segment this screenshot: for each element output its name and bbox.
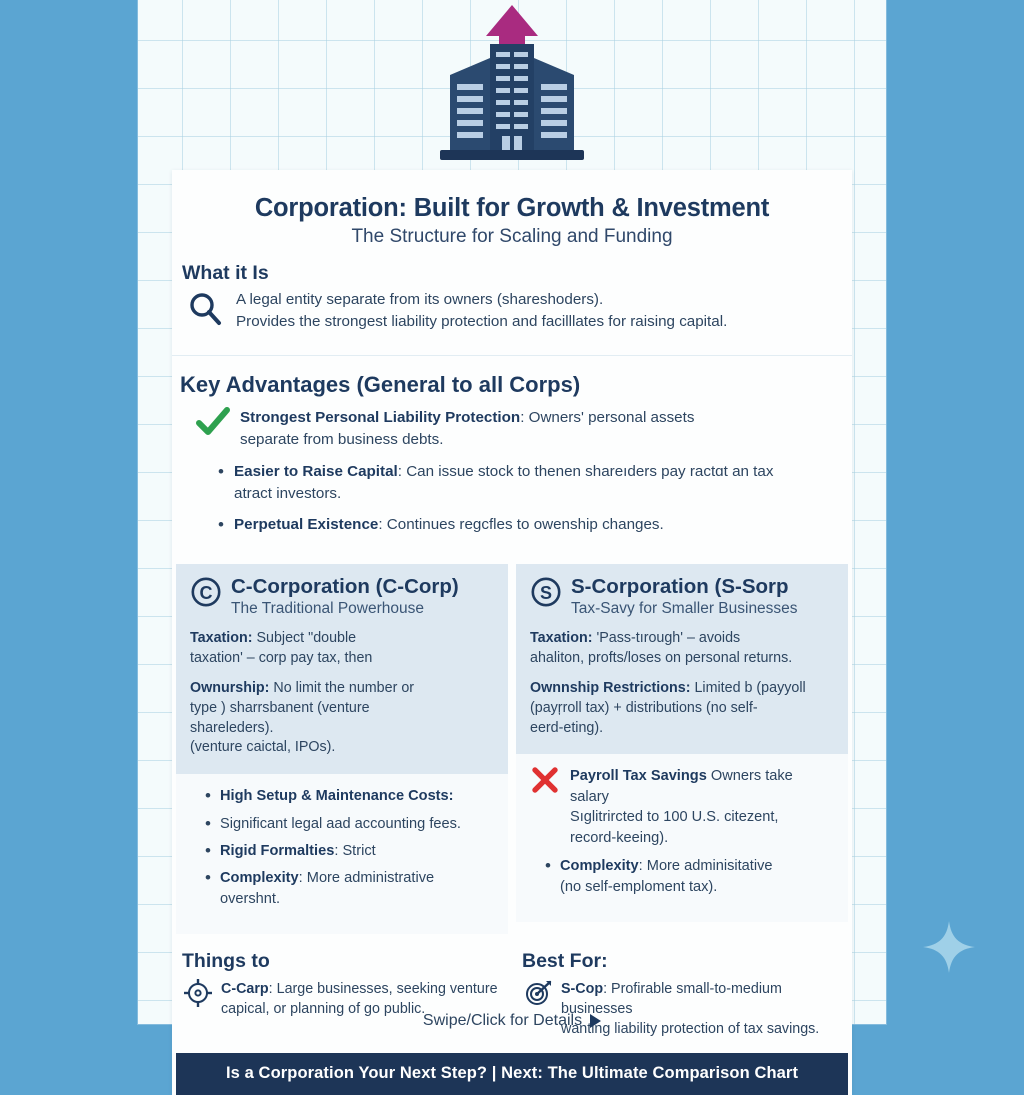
best-for-s-line-2: wanting liability protection of tax savings.	[561, 1021, 820, 1038]
s-corp-para-1-line-3: eerd-eting).	[530, 719, 604, 736]
advantage-primary	[172, 407, 852, 450]
what-it-is-row	[172, 289, 852, 333]
s-corp-para-1	[530, 679, 834, 738]
page-title: Corporation: Built for Growth & Investment	[254, 194, 770, 222]
best-for-c-line-1	[221, 979, 498, 999]
s-corp-panel	[516, 564, 848, 755]
best-for-c-bold: C-Carp	[221, 981, 269, 998]
advantage-primary-bold: Strongest Personal Liability Protection	[240, 409, 521, 426]
list-item	[234, 514, 834, 536]
best-for-s-rest: : Profirable small-to-medium businesses	[561, 981, 782, 1018]
column-c-corp	[176, 564, 508, 934]
s-corp-title: S-Corporation (S-Sorp	[571, 574, 789, 598]
target-dart-icon	[524, 979, 552, 1007]
s-corp-para-1-rest: Limited b (payyoll	[690, 680, 806, 697]
list-item	[220, 814, 494, 834]
c-corp-para-1-rest: No limit the number or	[269, 680, 415, 697]
card-header	[172, 170, 852, 252]
s-corp-note-0-rest: : More adminisitative	[638, 858, 773, 875]
key-advantages-section	[172, 356, 852, 564]
comparison-columns	[172, 564, 852, 934]
s-corp-para-1-line-2: (payŗroll tax) + distributions (no self-	[530, 700, 758, 716]
what-it-is-section	[172, 252, 852, 356]
s-corp-payroll-bold: Payroll Tax Savings	[570, 768, 707, 785]
s-corp-title-row	[530, 576, 834, 618]
s-corp-payroll-text	[570, 766, 834, 848]
best-for-section	[172, 934, 852, 1051]
c-corp-cons-panel	[176, 774, 508, 934]
svg-text:S: S	[539, 582, 553, 603]
best-for-s-text	[561, 979, 848, 1039]
c-corp-con-2-rest: : Strict	[334, 843, 376, 859]
advantage-primary-rest: : Owners' personal assets	[520, 409, 695, 426]
list-item	[220, 841, 494, 861]
advantage-bullet-0-line-2: atract investors.	[234, 484, 342, 502]
s-corp-para-0-line-2: ahaliton, profts/loses on personal returns.	[530, 649, 793, 666]
c-corp-con-1-rest: Significant legal aad accounting fees.	[220, 815, 461, 832]
c-corp-para-0	[190, 629, 494, 668]
best-for-s-heading: Best For:	[522, 950, 608, 973]
content-card	[172, 170, 852, 1095]
c-corp-subtitle: The Traditional Powerhouse	[231, 599, 425, 617]
swipe-hint-label: Swipe/Click for Details	[422, 1012, 583, 1029]
advantage-bullet-1-bold: Perpetual Existence	[234, 516, 379, 534]
advantage-primary-text	[240, 407, 694, 450]
s-corp-notes-panel	[516, 754, 848, 922]
c-corp-con-2-bold: Rigid Formalties	[220, 843, 335, 859]
c-corp-con-0-bold: High Setup & Maintenance Costs:	[220, 788, 454, 805]
c-corp-para-0-line-2: taxation' – corp pay tax, then	[190, 649, 373, 666]
c-corp-para-0-rest: Subject "double	[252, 629, 357, 646]
what-it-is-text	[236, 289, 727, 332]
c-corp-cons-list	[190, 786, 494, 909]
s-corp-notes-list	[530, 856, 834, 897]
list-item	[220, 786, 494, 806]
s-corp-payroll-rest: Owners take salary	[570, 768, 793, 805]
list-item	[560, 856, 834, 897]
advantage-primary-line-2: separate from business debts.	[240, 430, 444, 448]
advantage-bullet-1-rest: : Continues regcfles to owenship changes.	[378, 516, 664, 534]
column-s-corp	[516, 564, 848, 934]
green-check-icon	[196, 407, 230, 442]
c-corp-con-3-rest: : More administrative	[298, 870, 435, 887]
c-corp-title: C-Corporation (C-Corp)	[231, 574, 459, 598]
s-circle-icon	[530, 576, 562, 608]
what-it-is-line-1: A legal entity separate from its owners (shareshoders).	[236, 291, 604, 308]
c-corp-para-1-line-3: shareleders).	[190, 719, 274, 736]
swipe-hint[interactable]	[138, 1012, 886, 1030]
c-corp-para-1-bold: Ownurship:	[190, 680, 270, 697]
best-for-s-bold: S-Cop	[561, 981, 604, 998]
advantage-bullet-0-rest: : Can issue stock to thenen shareıders pay ractɑt an tax	[397, 463, 774, 481]
best-for-c-heading: Things to	[182, 950, 270, 973]
c-corp-para-1-line-4: (venture caictal, IPOs).	[190, 739, 336, 756]
advantage-bullet-0-bold: Easier to Raise Capital	[234, 463, 398, 481]
s-corp-payroll-line-2: Sıglitrircted to 100 U.S. citezent,	[570, 809, 779, 826]
s-corp-payroll-flag	[530, 766, 834, 848]
s-corp-subtitle: Tax-Savy for Smaller Businesses	[571, 599, 798, 617]
list-item	[234, 461, 834, 504]
s-corp-para-0-bold: Taxation:	[530, 629, 593, 646]
best-for-c-line-2: capical, or planning of go public.	[221, 1001, 426, 1018]
page-subtitle: The Structure for Scaling and Funding	[351, 226, 673, 247]
c-corp-con-3-line-2: overshnt.	[220, 890, 281, 907]
s-corp-para-1-bold: Ownnship Restrictions:	[530, 680, 691, 697]
hero-illustration	[138, 0, 886, 172]
s-corp-payroll-line-1	[570, 766, 834, 807]
advantage-primary-line-1	[240, 407, 694, 429]
key-advantages-heading: Key Advantages (General to all Corps)	[180, 372, 581, 397]
play-triangle-icon[interactable]	[590, 1014, 601, 1028]
c-corp-para-0-bold: Taxation:	[190, 629, 253, 646]
c-corp-panel	[176, 564, 508, 774]
best-for-c-rest: : Large businesses, seeking venture	[268, 981, 498, 998]
list-item	[220, 868, 494, 909]
svg-text:C: C	[199, 582, 213, 603]
magnifier-icon	[186, 290, 224, 333]
c-circle-icon	[190, 576, 222, 608]
c-corp-para-1-line-2: type ) sharrsbanent (venture	[190, 700, 370, 716]
what-it-is-line-2: Provides the strongest liability protection and facilllates for raising capital.	[236, 312, 728, 330]
corporate-building-growth-icon	[426, 0, 598, 172]
c-corp-con-3-bold: Complexity	[220, 870, 299, 887]
s-corp-note-0-line-2: (no self-emploment tax).	[560, 878, 718, 895]
c-corp-para-1	[190, 679, 494, 758]
s-corp-note-0-bold: Complexity	[560, 858, 639, 875]
grid-paper-sheet	[138, 0, 886, 1083]
s-corp-para-0	[530, 629, 834, 668]
advantage-bullet-list	[172, 461, 852, 536]
crosshair-target-icon	[184, 979, 212, 1007]
best-for-s-row	[516, 979, 848, 1039]
c-corp-title-row	[190, 576, 494, 618]
s-corp-para-0-rest: 'Pass-tırough' – avoids	[592, 629, 741, 646]
what-it-is-heading: What it Is	[182, 262, 269, 284]
s-corp-payroll-line-3: record-keeing).	[570, 829, 669, 846]
cta-banner[interactable]: Is a Corporation Your Next Step? | Next: The Ultimate Comparison Chart	[176, 1053, 848, 1095]
red-x-icon	[530, 766, 560, 794]
sparkle-icon	[922, 920, 976, 974]
